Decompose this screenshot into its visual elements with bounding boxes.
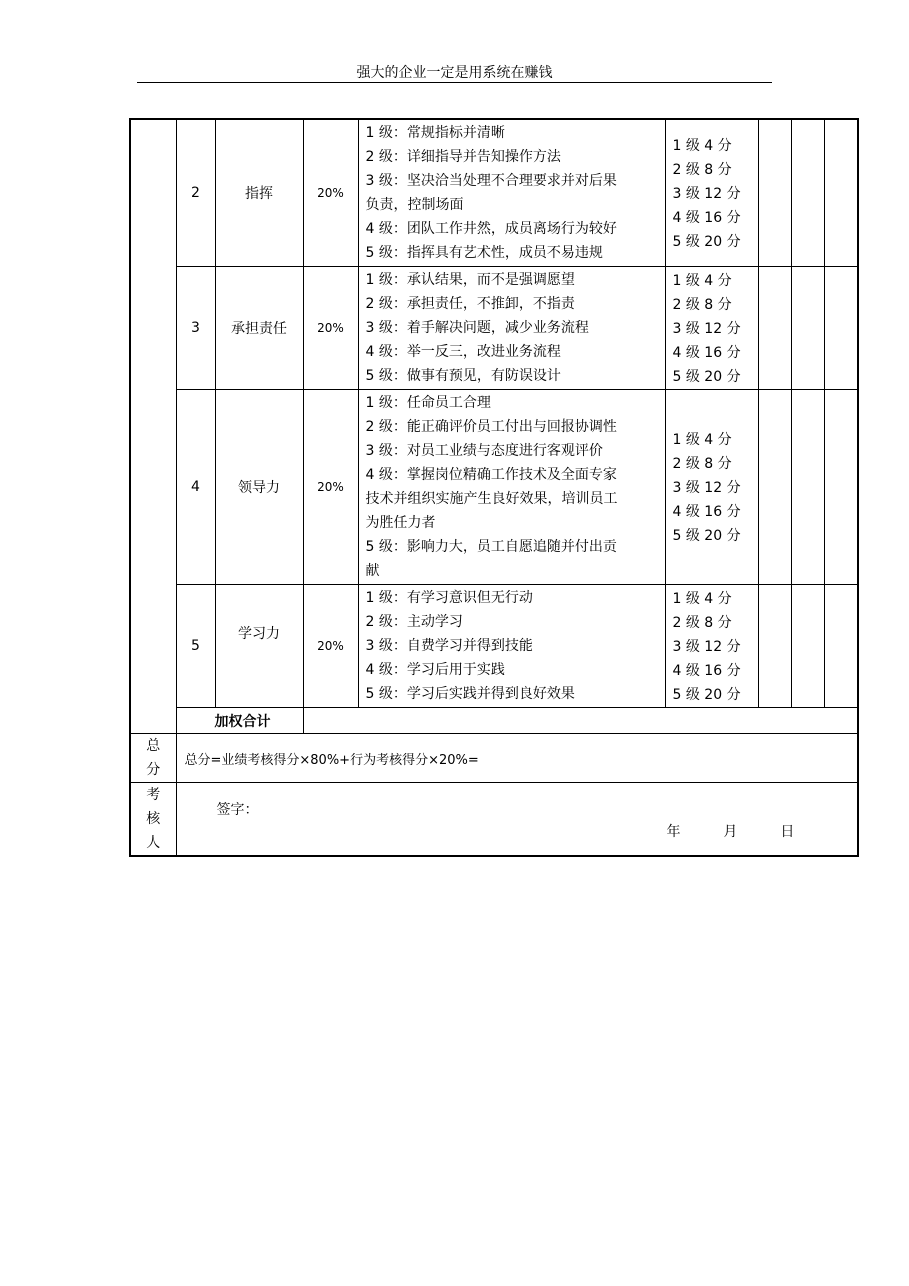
- category-cell: [130, 119, 176, 734]
- table-row: [130, 119, 858, 267]
- score-cell[interactable]: [824, 119, 858, 267]
- score-cell[interactable]: [791, 585, 824, 708]
- total-label: 总 分: [130, 734, 176, 783]
- row-number: 4: [176, 390, 215, 585]
- row-number: 5: [176, 585, 215, 708]
- item-description: 1 级：承认结果，而不是强调愿望 2 级：承担责任，不推卸，不指责 3 级：着手解决问题，减少业务流程 4 级：举一反三，改进业务流程 5 级：做事有预见，有防误设计: [358, 267, 665, 390]
- table-row: [130, 585, 858, 708]
- table-row: [130, 267, 858, 390]
- table-row: [130, 390, 858, 585]
- date-month: 月: [723, 824, 738, 840]
- assessor-row: [130, 783, 858, 857]
- score-cell[interactable]: [824, 585, 858, 708]
- score-cell[interactable]: [758, 119, 791, 267]
- date-day: 日: [780, 824, 795, 840]
- evaluation-table: [129, 118, 859, 857]
- total-formula: 总分=业绩考核得分×80%+行为考核得分×20%=: [176, 734, 858, 783]
- item-description: 1 级：任命员工合理 2 级：能正确评价员工付出与回报协调性 3 级：对员工业绩与态度进行客观评价 4 级：掌握岗位精确工作技术及全面专家 技术并组织实施产生良好效果，培训员工 为胜任力者 5 级：影响力大，员工自愿追随并付出贡 献: [358, 390, 665, 585]
- item-levels: 1 级 4 分 2 级 8 分 3 级 12 分 4 级 16 分 5 级 20 分: [665, 267, 758, 390]
- score-cell[interactable]: [791, 119, 824, 267]
- item-name: 承担责任: [215, 267, 303, 390]
- header-divider: [137, 82, 772, 83]
- score-cell[interactable]: [791, 390, 824, 585]
- row-number: 3: [176, 267, 215, 390]
- score-cell[interactable]: [758, 390, 791, 585]
- item-weight: 20%: [303, 390, 358, 585]
- assessor-label: 考 核 人: [130, 783, 176, 857]
- total-row: [130, 734, 858, 783]
- row-number: 2: [176, 119, 215, 267]
- signature-label: 签字：: [216, 802, 259, 818]
- signature-date: [667, 821, 795, 841]
- page-header-title: 强大的企业一定是用系统在赚钱: [356, 65, 553, 81]
- item-name: 领导力: [215, 390, 303, 585]
- weighted-total-label: 加权合计: [176, 708, 303, 734]
- signature-area[interactable]: [176, 783, 858, 857]
- item-weight: 20%: [303, 267, 358, 390]
- weighted-total-row: [130, 708, 858, 734]
- item-name: 指挥: [215, 119, 303, 267]
- item-name: 学习力: [215, 585, 303, 708]
- score-cell[interactable]: [758, 585, 791, 708]
- item-description: 1 级：有学习意识但无行动 2 级：主动学习 3 级：自费学习并得到技能 4 级：学习后用于实践 5 级：学习后实践并得到良好效果: [358, 585, 665, 708]
- score-cell[interactable]: [791, 267, 824, 390]
- item-levels: 1 级 4 分 2 级 8 分 3 级 12 分 4 级 16 分 5 级 20 分: [665, 585, 758, 708]
- item-weight: 20%: [303, 585, 358, 708]
- score-cell[interactable]: [824, 390, 858, 585]
- score-cell[interactable]: [758, 267, 791, 390]
- score-cell[interactable]: [824, 267, 858, 390]
- date-year: 年: [666, 824, 681, 840]
- item-levels: 1 级 4 分 2 级 8 分 3 级 12 分 4 级 16 分 5 级 20 分: [665, 119, 758, 267]
- item-weight: 20%: [303, 119, 358, 267]
- item-levels: 1 级 4 分 2 级 8 分 3 级 12 分 4 级 16 分 5 级 20 分: [665, 390, 758, 585]
- item-description: 1 级：常规指标并清晰 2 级：详细指导并告知操作方法 3 级：坚决洽当处理不合理要求并对后果 负责，控制场面 4 级：团队工作井然，成员离场行为较好 5 级：指挥具有艺术性，成员不易违规: [358, 119, 665, 267]
- weighted-total-value[interactable]: [303, 708, 858, 734]
